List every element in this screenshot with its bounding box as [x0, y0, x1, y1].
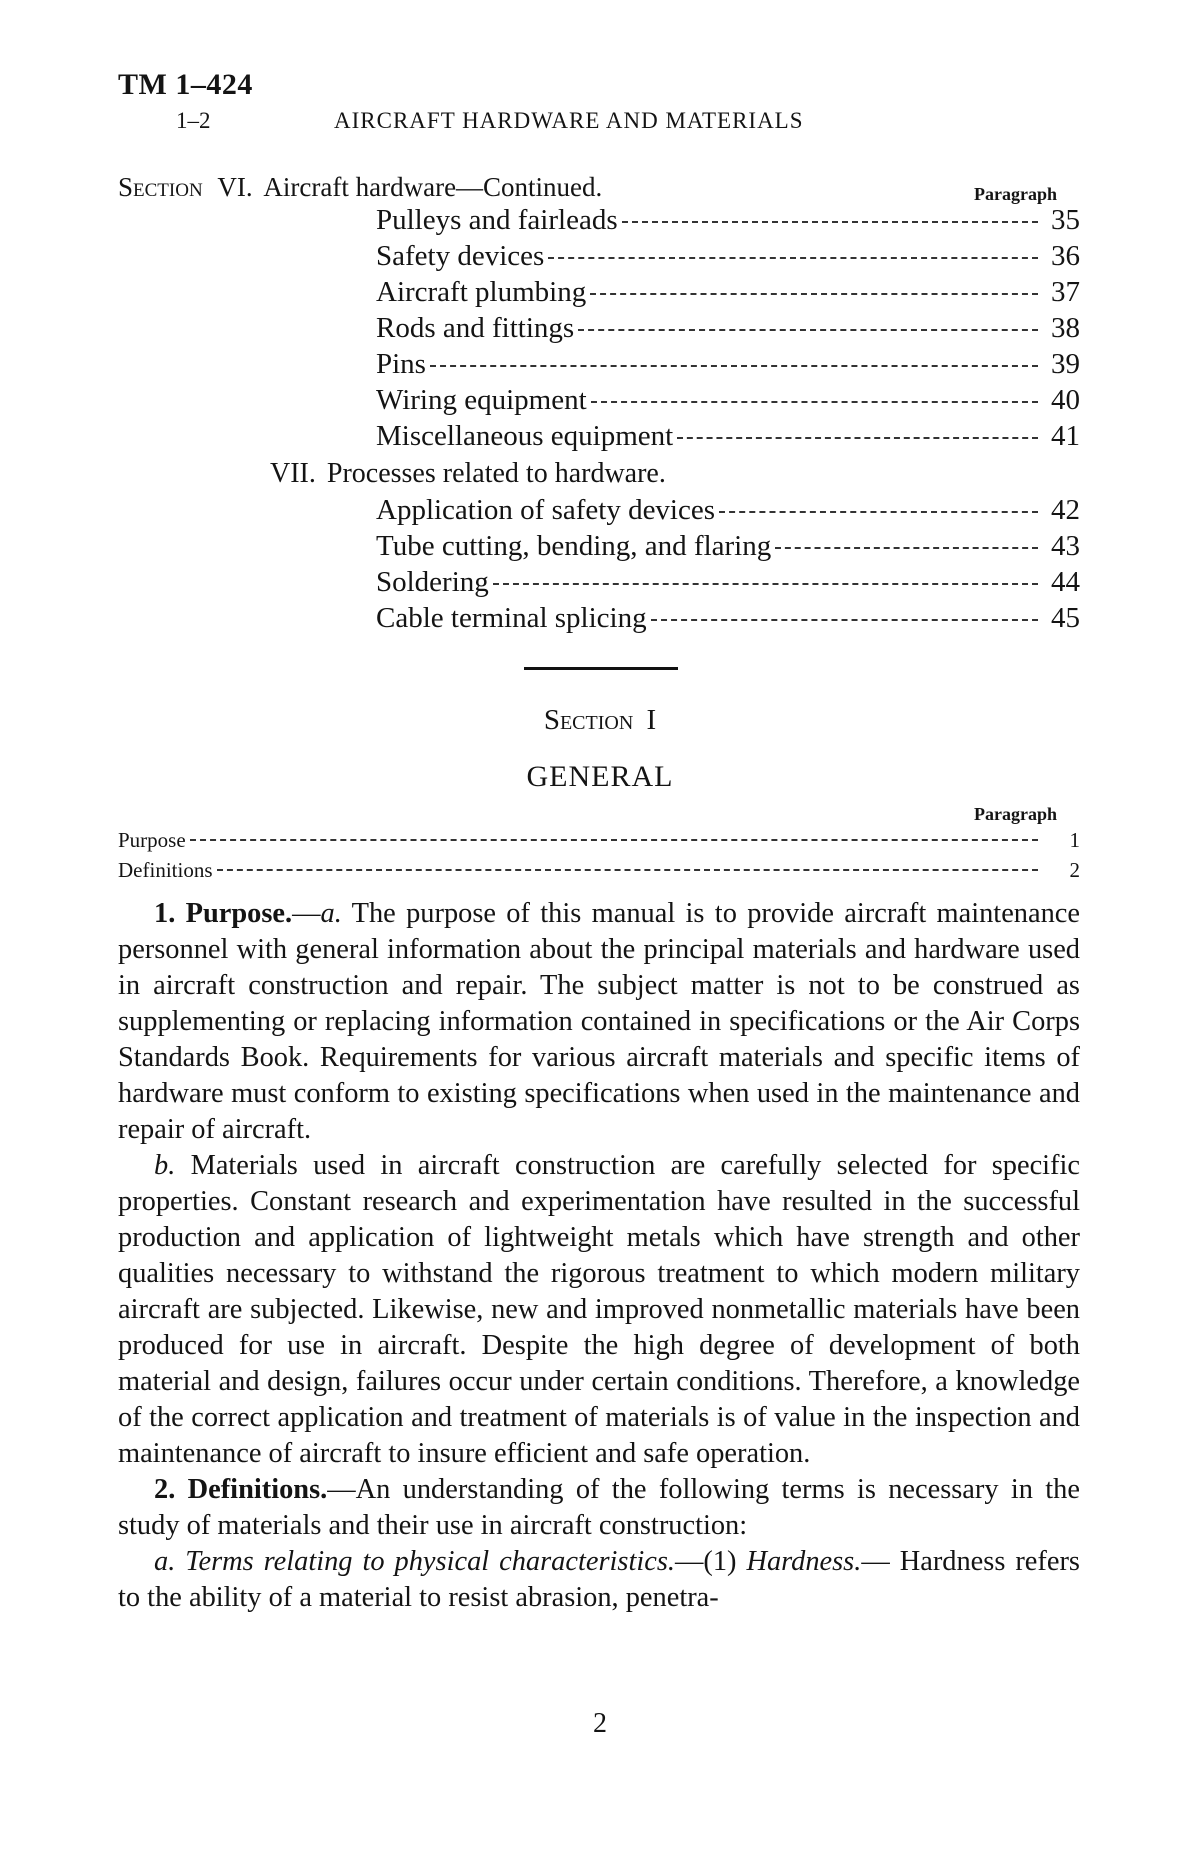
- section-paragraph-label: Paragraph: [974, 804, 1057, 824]
- toc-entry: Pins 39: [376, 348, 1080, 380]
- section-title: GENERAL: [526, 760, 674, 793]
- body-text: [118, 896, 1080, 1616]
- section-toc-entry: Definitions 2: [118, 858, 1080, 882]
- paragraph-definitions-a: a. Terms relating to physical characteristics.—(1) Hardness.— Hardness refers to the ability of a material to resist abrasion, penetra-: [118, 1546, 1080, 1613]
- tm-number: TM 1–424: [118, 68, 253, 101]
- section-vi-title: Aircraft hardware—Continued.: [263, 172, 603, 202]
- toc-entry: Pulleys and fairleads 35: [376, 204, 1080, 236]
- toc-entry: Cable terminal splicing 45: [376, 602, 1080, 634]
- toc-entry: Safety devices 36: [376, 240, 1080, 272]
- running-title: AIRCRAFT HARDWARE AND MATERIALS: [334, 108, 804, 133]
- paragraph-range: 1–2: [176, 108, 211, 133]
- paragraph-definitions: 2. Definitions.—An understanding of the following terms is necessary in the study of materials and their use in aircraft construction:: [118, 1474, 1080, 1541]
- toc-entry: Aircraft plumbing 37: [376, 276, 1080, 308]
- paragraph-purpose-a: 1. Purpose.—a. The purpose of this manual is to provide aircraft maintenance personnel with general information about the principal materials and hardware used in aircraft construction and repair. The subject matter is not to be construed as supplementing or replacing information contained in specifications or the Air Corps Standards Book. Requirements for various aircraft materials and specific items of hardware must conform to existing specifications when used in the maintenance and repair of aircraft.: [118, 898, 1080, 1145]
- toc-paragraph-label: Paragraph: [974, 184, 1057, 204]
- running-header: [176, 108, 804, 134]
- section-word: Section: [118, 172, 203, 202]
- toc-entry: Application of safety devices 42: [376, 494, 1080, 526]
- toc-section-vii-heading: [270, 458, 666, 490]
- page-number: 2: [593, 1708, 607, 1739]
- section-vii-roman: VII.: [270, 458, 316, 489]
- toc-entry: Rods and fittings 38: [376, 312, 1080, 344]
- section-heading: Section I: [543, 704, 657, 736]
- toc-entry: Tube cutting, bending, and flaring 43: [376, 530, 1080, 562]
- toc-entry: Miscellaneous equipment 41: [376, 420, 1080, 452]
- section-vi-roman: VI.: [217, 172, 253, 202]
- paragraph-purpose-b: b. Materials used in aircraft construction are carefully selected for specific properties. Constant research and experimentation have resulted in the successful production and application of lightweight metals which have strength and other qualities necessary to withstand the rigorous treatment to which modern military aircraft are subjected. Likewise, new and improved nonmetallic materials have been produced for use in aircraft. Despite the high degree of development of both material and design, failures occur under certain conditions. Therefore, a knowledge of the correct application and treatment of materials is of value in the inspection and maintenance of aircraft to insure efficient and safe operation.: [118, 1150, 1080, 1469]
- toc-section-vi-heading: [118, 172, 602, 203]
- section-vii-title: Processes related to hardware.: [326, 458, 666, 489]
- toc-entry: Wiring equipment 40: [376, 384, 1080, 416]
- section-divider: [524, 667, 678, 670]
- toc-entry: Soldering 44: [376, 566, 1080, 598]
- section-toc-entry: Purpose 1: [118, 828, 1080, 852]
